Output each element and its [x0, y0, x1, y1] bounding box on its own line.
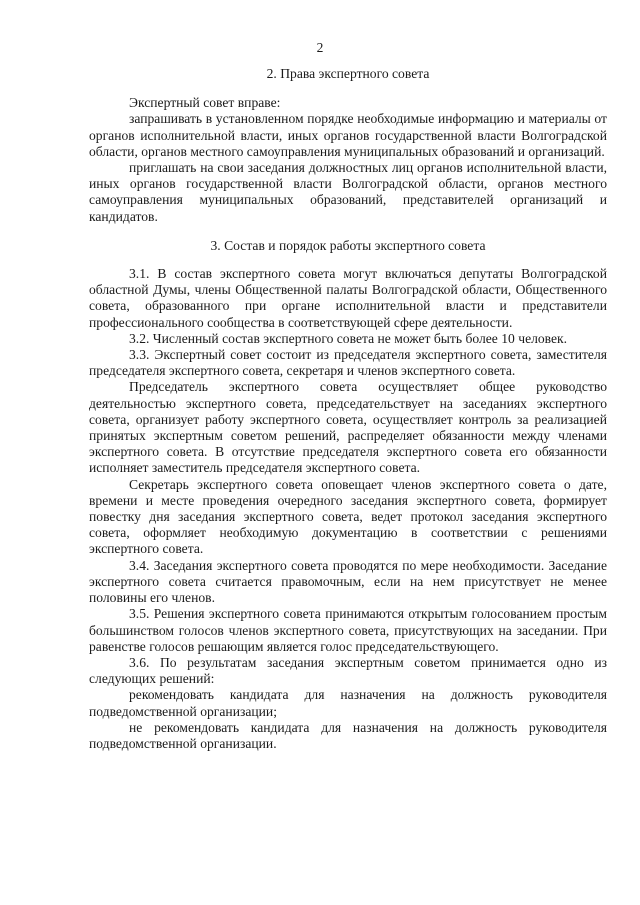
- section-2-lead: Экспертный совет вправе:: [129, 95, 281, 111]
- section-3-paragraph: 3.3. Экспертный совет состоит из председателя экспертного совета, заместителя председателя экспертного совета, секретаря и членов экспертного совета.: [89, 347, 607, 379]
- section-3-paragraph: 3.6. По результатам заседания экспертным советом принимается одно из следующих решений:: [89, 654, 607, 687]
- page-number: 2: [316, 40, 324, 55]
- section-3-paragraph: рекомендовать кандидата для назначения на должность руководителя подведомственной организации;: [89, 687, 607, 719]
- section-3-paragraph: 3.5. Решения экспертного совета принимаются открытым голосованием простым большинством голосов членов экспертного совета, присутствующих на заседании. При равенстве голосов решающим является голос председательствующего.: [89, 606, 607, 654]
- document-body: [89, 66, 607, 752]
- section-3-paragraph: Председатель экспертного совета осуществляет общее руководство деятельностью экспертного совета, председательствует на заседаниях экспертного совета, организует работу экспертного совета, осуществляет контроль за реализацией принятых экспертным советом решений, распределяет обязанности между членами экспертного совета. В отсутствие председателя экспертного совета его обязанности исполняет заместитель председателя экспертного совета.: [89, 379, 607, 476]
- section-3-title: 3. Состав и порядок работы экспертного совета: [210, 237, 486, 253]
- section-3-paragraph: 3.4. Заседания экспертного совета проводятся по мере необходимости. Заседание экспертного совета считается правомочным, если на нем присутствует не менее половины его членов.: [89, 557, 607, 606]
- section-2-item: приглашать на свои заседания должностных лиц органов исполнительной власти, иных органов государственной власти Волгоградской области, органов местного самоуправления муниципальных образований, представителей организаций и кандидатов.: [89, 160, 607, 224]
- section-3-paragraph: 3.2. Численный состав экспертного совета не может быть более 10 человек.: [129, 330, 568, 346]
- section-2-title: 2. Права экспертного совета: [266, 66, 430, 81]
- section-2-item: запрашивать в установленном порядке необходимые информацию и материалы от органов исполнительной власти, иных органов государственной власти Волгоградской области, органов местного самоуправления муниципальных образований и организаций.: [89, 111, 607, 159]
- section-3-paragraph: Секретарь экспертного совета оповещает членов экспертного совета о дате, времени и месте проведения очередного заседания экспертного совета, формирует повестку дня заседания экспертного совета, ведет протокол заседания экспертного совета, оформляет необходимую документацию в соответствии с решениями экспертного совета.: [89, 476, 607, 557]
- section-3-paragraph: 3.1. В состав экспертного совета могут включаться депутаты Волгоградской областной Думы, члены Общественной палаты Волгоградской области, Общественного совета, образованного при органе исполнительной власти и представители профессионального сообщества в соответствующей сфере деятельности.: [89, 266, 607, 330]
- section-3-paragraph: не рекомендовать кандидата для назначения на должность руководителя подведомственной организации.: [89, 719, 607, 751]
